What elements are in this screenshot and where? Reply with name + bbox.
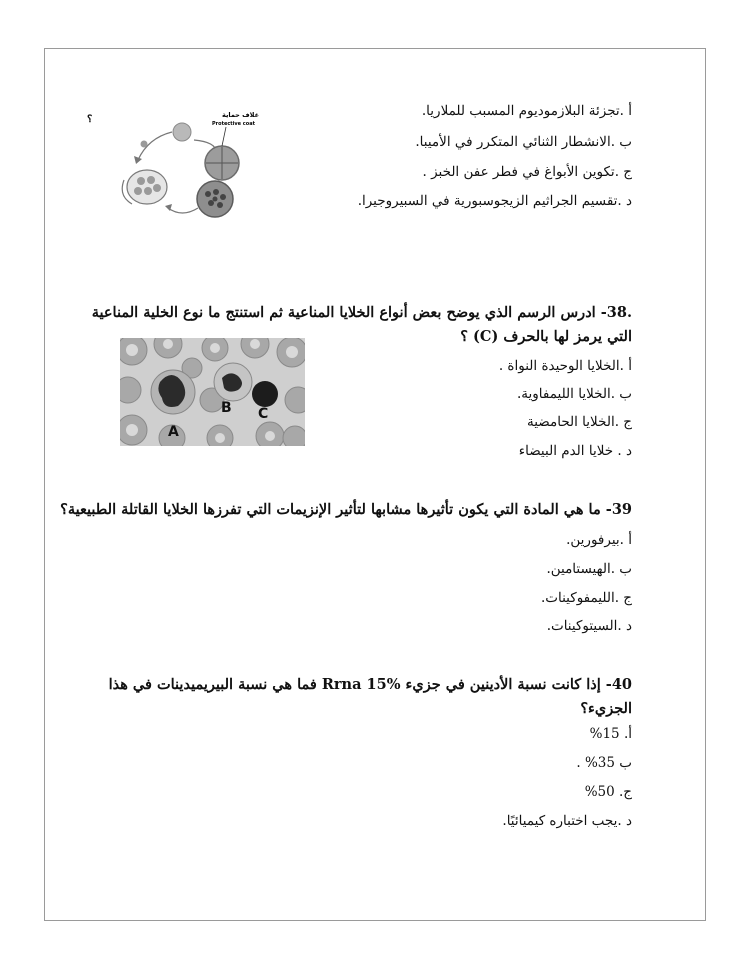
q40-option-d[interactable]: د .يجب اختباره كيميائيًا.: [502, 813, 632, 829]
q38-option-d[interactable]: د . خلايا الدم البيضاء: [518, 443, 632, 459]
q40-text-line2: الجزيء؟: [580, 700, 632, 717]
protective-coat-label-en: Protective coat: [212, 121, 255, 127]
q40-option-a[interactable]: أ. 15%: [589, 726, 632, 742]
protective-coat-label-ar: غلاف حماية: [222, 111, 260, 119]
q38-text-line1: .38- ادرس الرسم الذي يوضح بعض أنواع الخلايا المناعية ثم استنتج ما نوع الخلية المناعية: [91, 304, 632, 321]
q39-option-a[interactable]: أ .بيرفورين.: [566, 532, 632, 548]
q39-text: 39- ما هي المادة التي يكون تأثيرها مشابها لتأثير الإنزيمات التي تفرزها الخلايا القاتلة الطبيعية؟: [60, 501, 632, 518]
q38-option-a[interactable]: أ .الخلايا الوحيدة النواة .: [498, 358, 632, 374]
q38-option-c[interactable]: ج .الخلايا الحامضية: [526, 414, 632, 430]
plasmodium-life-cycle-diagram: [112, 104, 262, 222]
label-b: B: [221, 400, 232, 416]
q37-option-a[interactable]: أ .تجزئة البلازموديوم المسبب للملاريا.: [421, 103, 632, 119]
q37-option-b[interactable]: ب .الانشطار الثنائي المتكرر في الأميبا.: [415, 134, 632, 150]
label-c: C: [258, 406, 269, 422]
label-a: A: [168, 424, 179, 440]
q40-option-c[interactable]: ج. 50%: [584, 784, 632, 800]
q40-option-b[interactable]: ب 35% .: [576, 755, 632, 771]
q38-option-b[interactable]: ب .الخلايا الليمفاوية.: [516, 386, 632, 402]
q39-option-c[interactable]: ج .الليمفوكينات.: [541, 590, 632, 606]
q37-option-c[interactable]: ج .تكوين الأبواغ في فطر عفن الخبز .: [422, 164, 632, 180]
q39-option-d[interactable]: د .السيتوكينات.: [546, 618, 632, 634]
immune-cells-image: [120, 338, 305, 446]
q40-text-line1: 40- إذا كانت نسبة الأدينين في جزيء Rrna 15% فما هي نسبة البيريميدينات في هذا: [108, 676, 632, 693]
q39-option-b[interactable]: ب .الهيستامين.: [546, 561, 632, 577]
q37-option-d[interactable]: د .تقسيم الجراثيم الزيجوسبورية في السبيروجيرا.: [357, 193, 632, 209]
q38-text-line2: التي يرمز لها بالحرف (C) ؟: [460, 328, 632, 345]
question-37-mark: ؟: [87, 114, 93, 125]
